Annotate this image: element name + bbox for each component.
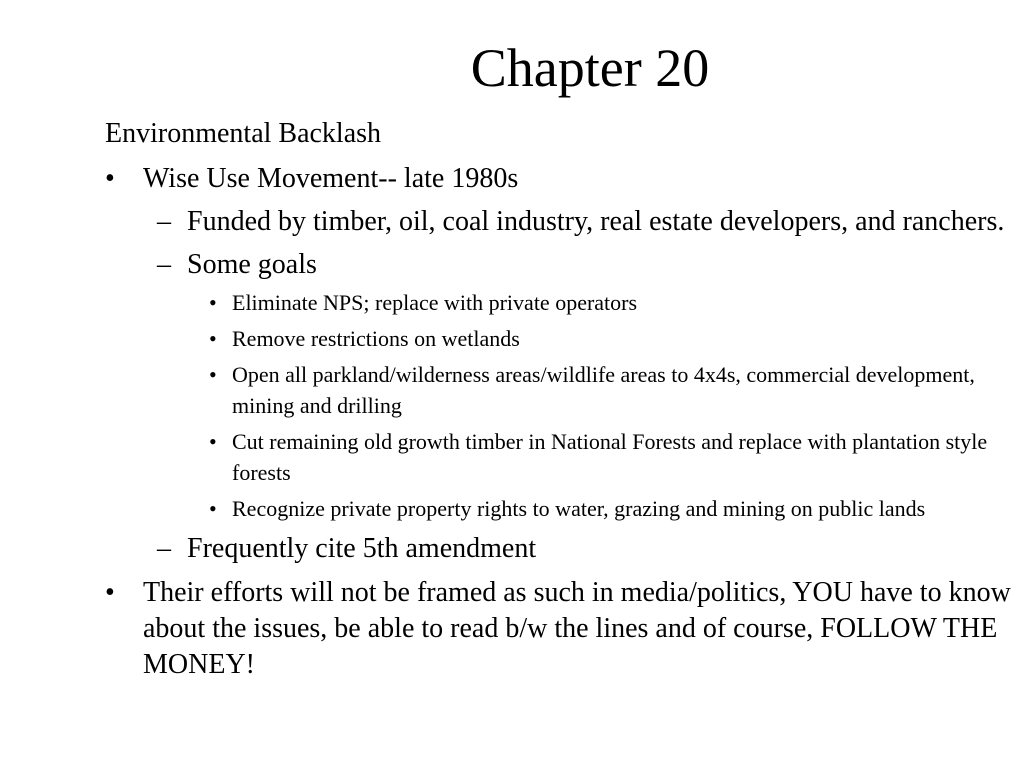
bullet-text: Wise Use Movement-- late 1980s <box>143 163 519 194</box>
bullet-marker: • <box>209 496 217 521</box>
goal-text: Eliminate NPS; replace with private operators <box>232 290 638 315</box>
subbullet-funded-by <box>105 203 1015 240</box>
bullet-wise-use-movement <box>105 161 1015 197</box>
goal-item <box>105 426 1015 488</box>
slide-title: Chapter 20 <box>470 38 710 98</box>
subbullet-fifth-amendment <box>105 530 1015 567</box>
section-heading: Environmental Backlash <box>105 118 382 149</box>
goal-item <box>105 323 1015 354</box>
bullet-marker: • <box>209 362 217 387</box>
subbullet-text: Funded by timber, oil, coal industry, real estate developers, and ranchers. <box>187 206 1005 237</box>
bullet-marker: • <box>105 577 115 608</box>
subbullet-some-goals <box>105 246 1015 283</box>
goal-text: Recognize private property rights to water, grazing and mining on public lands <box>232 496 926 521</box>
goal-text: Cut remaining old growth timber in National Forests and replace with plantation style forests <box>232 429 988 485</box>
goal-text: Remove restrictions on wetlands <box>232 326 520 351</box>
dash-marker: – <box>157 249 171 280</box>
goal-item <box>105 359 1015 421</box>
bullet-follow-the-money <box>105 575 1015 683</box>
dash-marker: – <box>157 533 171 564</box>
bullet-marker: • <box>209 290 217 315</box>
goal-item <box>105 493 1015 524</box>
goal-text: Open all parkland/wilderness areas/wildlife areas to 4x4s, commercial development, mining and drilling <box>232 362 975 418</box>
bullet-marker: • <box>209 429 217 454</box>
bullet-text: Their efforts will not be framed as such in media/politics, YOU have to know about the issues, be able to read b/w the lines and of course, FOLLOW THE MONEY! <box>143 577 1011 680</box>
bullet-marker: • <box>209 326 217 351</box>
dash-marker: – <box>157 206 171 237</box>
goal-item <box>105 287 1015 318</box>
bullet-marker: • <box>105 163 115 194</box>
subbullet-text: Frequently cite 5th amendment <box>187 533 537 564</box>
subbullet-text: Some goals <box>187 249 317 280</box>
slide-body <box>105 115 1015 683</box>
